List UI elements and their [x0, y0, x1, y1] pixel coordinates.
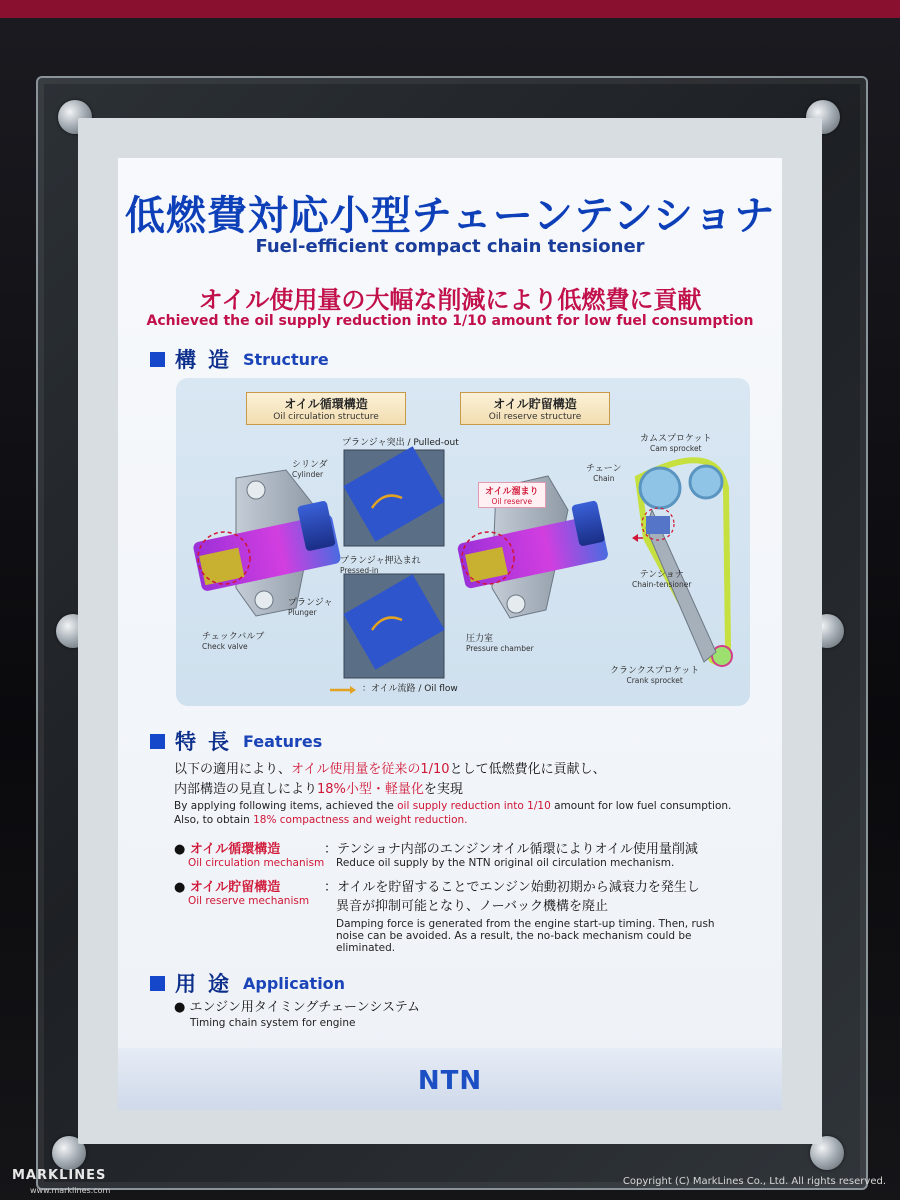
copyright-notice: Copyright (C) MarkLines Co., Ltd. All rights reserved. — [622, 1176, 886, 1187]
section-features-heading — [150, 726, 322, 756]
label-pressed-in: プランジャ押込まれ Pressed-in — [340, 556, 421, 575]
section-heading-jp: 特長 — [175, 730, 241, 754]
features-en-2: Also, to obtain 18% compactness and weight reduction. — [174, 814, 468, 826]
label-cam-sprocket: カムスプロケット Cam sprocket — [640, 434, 712, 453]
label-crank-sprocket: クランクスプロケット Crank sprocket — [610, 666, 700, 685]
label-check-valve: チェックバルブ Check valve — [202, 632, 265, 651]
ntn-logo: NTN — [417, 1066, 483, 1096]
poster-subtitle-jp: オイル使用量の大幅な削減により低燃費に貢献 — [198, 286, 702, 314]
section-application-heading — [150, 968, 345, 998]
label-chain: チェーン Chain — [586, 464, 622, 483]
poster — [118, 158, 782, 1110]
section-heading-en: Features — [243, 731, 323, 751]
top-red-bar — [0, 0, 900, 18]
label-plunger: プランジャ Plunger — [288, 598, 333, 617]
feature-item-circulation: ● オイル循環構造 Oil circulation mechanism — [174, 842, 325, 869]
section-heading-en: Application — [243, 973, 346, 993]
poster-title-en: Fuel-efficient compact chain tensioner — [255, 236, 645, 257]
poster-title-jp: 低燃費対応小型チェーンテンショナ — [124, 193, 776, 239]
poster-subtitle-en: Achieved the oil supply reduction into 1/10 amount for low fuel consumption — [146, 313, 754, 329]
section-structure-heading — [150, 344, 329, 374]
application-item: ● エンジン用タイミングチェーンシステム Timing chain system for engine — [174, 1000, 421, 1029]
section-heading-jp: 用途 — [175, 972, 241, 996]
features-line-2: 内部構造の見直しにより18%小型・軽量化を実現 — [174, 782, 463, 797]
reserve-structure-label: オイル貯留構造 Oil reserve structure — [460, 392, 610, 425]
section-heading-en: Structure — [243, 349, 329, 369]
label-cylinder: シリンダ Cylinder — [292, 460, 328, 479]
features-line-1: 以下の適用により、オイル使用量を従来の1/10として低燃費化に貢献し、 — [174, 762, 606, 777]
label-pressure-chamber: 圧力室 Pressure chamber — [466, 634, 534, 653]
section-square-icon — [150, 976, 165, 991]
section-heading-jp: 構造 — [175, 348, 241, 372]
label-oil-flow: ：オイル流路 / Oil flow — [362, 684, 458, 694]
circulation-structure-label: オイル循環構造 Oil circulation structure — [246, 392, 406, 425]
features-en-1: By applying following items, achieved the oil supply reduction into 1/10 amount for low fuel consumption. — [174, 800, 732, 812]
structure-diagram — [176, 378, 750, 706]
label-chain-tensioner: テンショナ Chain-tensioner — [632, 570, 692, 589]
section-square-icon — [150, 352, 165, 367]
marklines-logo: MARKLINES — [12, 1168, 107, 1183]
label-pulled-out: プランジャ突出 / Pulled-out — [342, 438, 459, 448]
marklines-url: www.marklines.com — [30, 1186, 111, 1195]
feature-item-circulation-desc: ：テンショナ内部のエンジンオイル循環によりオイル使用量削減 Reduce oil supply by the NTN original oil circulation mechanism. — [324, 842, 698, 869]
feature-item-reserve-desc: ：オイルを貯留することでエンジン始動初期から減衰力を発生し 異音が抑制可能となり、ノーバック機構を廃止 Damping force is generated from the engine start-up timing. Then, rush noise can be avoided. As a result, the no-back mechanism could be eliminated. — [324, 880, 715, 954]
feature-item-reserve: ● オイル貯留構造 Oil reserve mechanism — [174, 880, 310, 907]
diagram-illustration — [176, 378, 750, 706]
label-oil-reserve: オイル溜まり Oil reserve — [478, 482, 546, 508]
section-square-icon — [150, 734, 165, 749]
